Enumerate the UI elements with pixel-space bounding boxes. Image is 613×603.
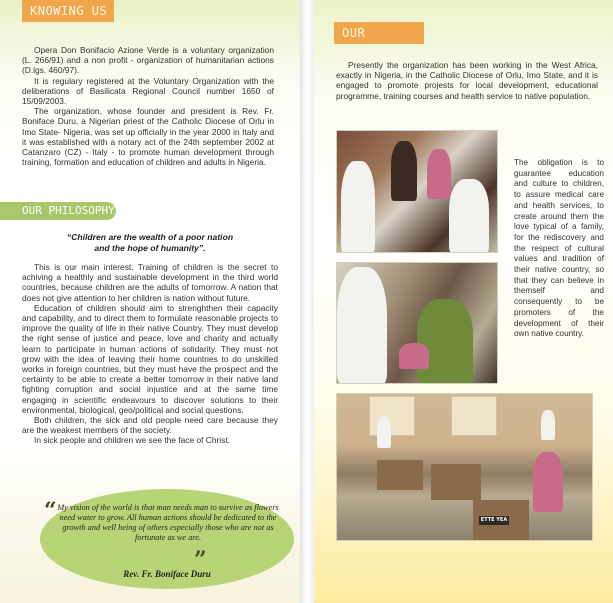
photo-medical-care: [336, 130, 498, 253]
our-mission-tab: OUR MISSION: [334, 22, 424, 44]
philosophy-motto: [20, 232, 280, 254]
desk-sign: ETTE YEA: [480, 517, 508, 523]
photo-figure: [337, 267, 387, 384]
classroom-desk: [377, 460, 423, 490]
left-page: [0, 0, 300, 603]
photo-figure: [427, 149, 451, 199]
photo-figure: [533, 452, 563, 512]
intro-paragraph: Opera Don Bonifacio Azione Verde is a voluntary organization (L. 266/91) and a non profit - organization of humanitarian actions (D.lgs. 460/97).: [22, 45, 274, 76]
philosophy-paragraph: Education of children should aim to strenghthen their capacity and capability, and to direct them to formulate reasonable projects to improve the quality of life in their native Country. They must develop the right sense of justice and peace, love and charity and actually learn to participate in human actions of solidarity. They must not grow with the idea of leaving their home countries to do unskilled works in foreign countries, but they must have the prospect and the certainty to be able to create a better tomorrow in their native land fighting corruption and social injustice and at the same time engaging in scientific endeavours to discover solutions to their environmental, biological, geo/political and social questions.: [22, 302, 278, 415]
photo-figure: [541, 410, 555, 440]
photo-figure: [399, 343, 429, 369]
knowing-us-text: [22, 45, 274, 167]
founder-quote: My vision of the world is that man needs man to survive as flowers need water to grow. All human actions should be dedicated to the growth and well being of others especially those who are not as fortunate as we are.: [57, 503, 279, 542]
photo-classroom: [336, 393, 593, 541]
philosophy-paragraph: In sick people and children we see the face of Christ.: [34, 435, 230, 446]
intro-paragraph: It is regulary registered at the Voluntary Organization with the deliberations of Basilicata Regional Council number 1650 of 15/09/2003.: [22, 75, 274, 107]
close-quote-icon: ”: [194, 547, 207, 573]
classroom-window: [451, 396, 497, 436]
motto-line: “Children are the wealth of a poor nation: [66, 232, 234, 242]
intro-paragraph: The organization, whose founder and president is Rev. Fr. Boniface Duru, a Nigerian priest of the Catholic Diocese of Orlu in Imo State- Nigeria, was set up officially in the year 2000 in Italy and it was established with a notary act of the 24th september 2002 at Catanzaro (CZ) - Italy - to promote human development through training, formation and education of children and adults in Nigeria.: [22, 106, 274, 168]
photo-child-checkup: [336, 262, 498, 384]
photo-figure: [449, 179, 489, 253]
photo-figure: [341, 161, 375, 253]
right-page: [314, 0, 613, 603]
photo-figure: [391, 141, 417, 201]
page-gutter: [300, 0, 314, 603]
philosophy-paragraph: This is our main interest. Training of children is the secret to achiving a healthly and sustainable development in the third world countries, because children are the adults of tomorrow. A nation that does not give attention to her children is nation without future.: [22, 262, 278, 303]
photo-figure: [377, 416, 391, 448]
motto-line: and the hope of humanity”.: [94, 243, 206, 253]
our-philosophy-tab: OUR PHILOSOPHY: [0, 202, 116, 220]
philosophy-paragraph: Both children, the sick and old people need care because they are the weakest members of the society.: [22, 415, 278, 436]
classroom-desk: [431, 464, 481, 500]
classroom-window: [369, 396, 415, 436]
photo-figure: [417, 299, 473, 384]
mission-intro: Presently the organization has been working in the West Africa, exactly in Nigeria, in the Catholic Diocese of Orlu, Imo State, and it is engaged to promote projests for local development, educational programme, training courses and health service to native population.: [336, 60, 598, 101]
quote-author: Rev. Fr. Boniface Duru: [123, 569, 211, 579]
open-quote-icon: “: [44, 498, 57, 524]
philosophy-text: [22, 262, 278, 446]
knowing-us-tab: KNOWING US: [22, 0, 114, 22]
obligation-text: The obligation is to guarantee education and culture to children, to assure medical care and health services, to create around them the love typical of a family, for the rediscovery and the respect of cultural values and tradition of their native country, so that they can believe in themself and consequently to be promoters of the development of their own native country.: [514, 158, 604, 339]
